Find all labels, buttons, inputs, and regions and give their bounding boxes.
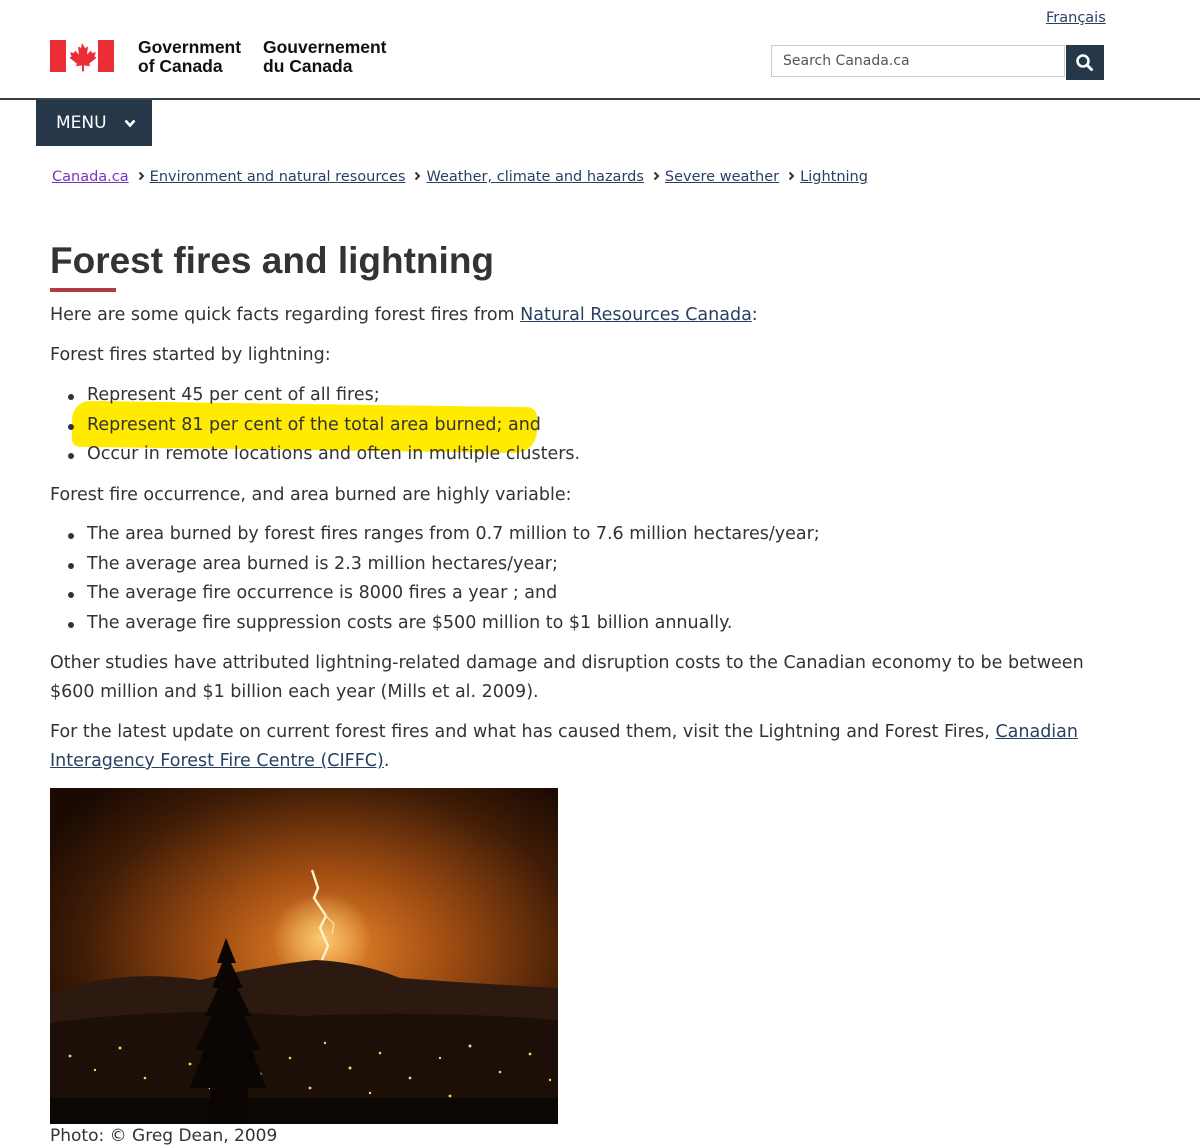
photo-caption: Photo: © Greg Dean, 2009 [50, 1126, 278, 1146]
search-icon [1066, 45, 1104, 80]
breadcrumb [52, 169, 868, 185]
breadcrumb-link-environment[interactable]: Environment and natural resources [149, 169, 406, 185]
variability-heading: Forest fire occurrence, and area burned are highly variable: [50, 485, 572, 505]
search-input[interactable] [771, 45, 1065, 77]
signature-french: Gouvernement du Canada [263, 37, 387, 76]
ciffc-link-continued[interactable]: Interagency Forest Fire Centre (CIFFC) [50, 751, 384, 771]
list-item: The average fire occurrence is 8000 fires a year ; and [50, 579, 820, 609]
lightning-photo [50, 788, 558, 1124]
natural-resources-canada-link[interactable]: Natural Resources Canada [520, 305, 752, 325]
chevron-right-icon [788, 169, 795, 185]
chevron-right-icon [138, 169, 145, 185]
lightning-facts-list [50, 381, 580, 470]
breadcrumb-link-lightning[interactable]: Lightning [800, 169, 868, 185]
update-paragraph: For the latest update on current forest fires and what has caused them, visit the Lightning and Forest Fires, Canadian Interagency Forest Fire Centre (CIFFC). [50, 722, 1078, 771]
breadcrumb-link-canada[interactable]: Canada.ca [52, 169, 129, 185]
lightning-heading: Forest fires started by lightning: [50, 345, 331, 365]
chevron-right-icon [653, 169, 660, 185]
chevron-down-icon [124, 119, 136, 128]
language-toggle-link[interactable]: Français [1046, 10, 1106, 26]
studies-paragraph: Other studies have attributed lightning-related damage and disruption costs to the Canadian economy to be between $600 million and $1 billion each year (Mills et al. 2009). [50, 653, 1084, 702]
header-divider [0, 98, 1200, 100]
search-button[interactable] [1066, 45, 1104, 80]
list-item: Occur in remote locations and often in multiple clusters. [50, 440, 580, 470]
title-underline [50, 288, 116, 292]
intro-paragraph: Here are some quick facts regarding forest fires from Natural Resources Canada: [50, 305, 758, 325]
chevron-right-icon [414, 169, 421, 185]
list-item: The average area burned is 2.3 million hectares/year; [50, 550, 820, 580]
list-item: The average fire suppression costs are $500 million to $1 billion annually. [50, 609, 820, 639]
list-item: Represent 81 per cent of the total area burned; and [50, 411, 580, 441]
breadcrumb-link-weather[interactable]: Weather, climate and hazards [426, 169, 644, 185]
ciffc-link[interactable]: Canadian [995, 722, 1078, 742]
menu-button[interactable] [36, 100, 152, 146]
list-item: The area burned by forest fires ranges from 0.7 million to 7.6 million hectares/year; [50, 520, 820, 550]
canada-flag-icon [50, 40, 114, 72]
variability-facts-list [50, 520, 820, 638]
list-item: Represent 45 per cent of all fires; [50, 381, 580, 411]
breadcrumb-link-severe-weather[interactable]: Severe weather [664, 169, 780, 185]
signature-english: Government of Canada [138, 37, 242, 76]
page-title: Forest fires and lightning [50, 240, 495, 281]
menu-label: MENU [56, 113, 107, 133]
